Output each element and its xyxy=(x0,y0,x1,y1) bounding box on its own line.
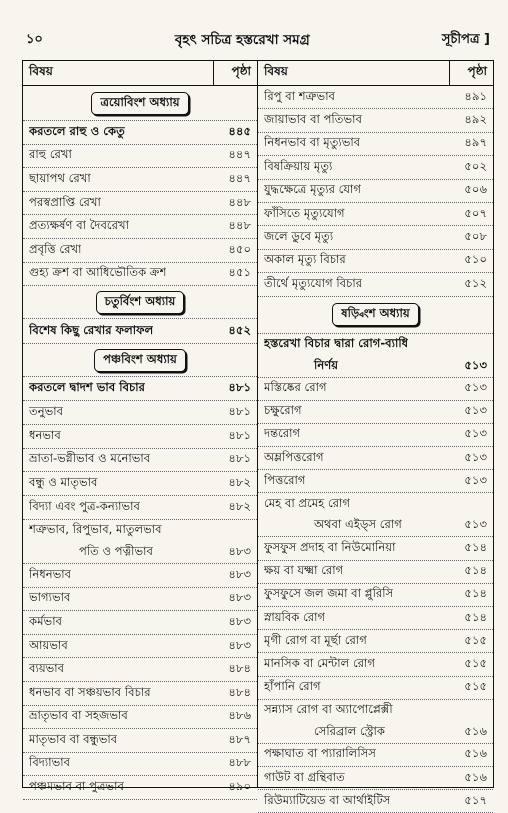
entry-title: ভাগ্যভাব xyxy=(29,590,71,605)
toc-entry xyxy=(23,496,257,520)
page-header-label: পৃষ্ঠা xyxy=(449,61,493,85)
entry-page: ৪৯২ xyxy=(464,112,487,127)
toc-entry xyxy=(23,564,257,588)
toc-entry xyxy=(23,682,257,706)
toc-entry xyxy=(23,145,257,169)
toc-entry xyxy=(258,790,493,813)
chapter-heading xyxy=(258,297,493,334)
toc-entry xyxy=(258,180,493,203)
entry-title: রিউম্যাটিয়েড বা আর্থাইটিস xyxy=(264,792,391,807)
entry-title: নিধনভাব xyxy=(29,566,72,581)
entry-page: ৪৮৩ xyxy=(228,613,251,628)
entry-page: ৫১৩ xyxy=(464,380,487,395)
entry-title: করতলে রাহু ও কেতু xyxy=(29,123,125,138)
chapter-title: পঞ্চবিংশ অধ্যায় xyxy=(94,349,186,372)
entry-page: ৫১৪ xyxy=(464,540,487,555)
entry-page: ৪৮৭ xyxy=(228,731,251,746)
entry-title: তনুভাব xyxy=(29,403,64,418)
entry-title: ক্ষয় বা যক্ষ্মা রোগ xyxy=(264,563,344,578)
entry-page: ৪৪৭ xyxy=(228,170,251,185)
toc-entry xyxy=(258,378,493,401)
toc-entry xyxy=(23,588,257,612)
entry-title: বিষক্রিয়ায় মৃত্যু xyxy=(264,158,333,173)
entry-title: পিত্তরোগ xyxy=(264,472,306,487)
entry-page: ৫১৪ xyxy=(464,609,487,624)
entry-page: ৫১৩ xyxy=(464,517,487,532)
toc-entry xyxy=(258,86,493,109)
entry-page: ৪৪৭ xyxy=(228,147,251,162)
page-header-label: পৃষ্ঠা xyxy=(213,61,257,85)
toc-entry xyxy=(23,215,257,239)
entry-page: ৫০৮ xyxy=(464,229,487,244)
entry-page: ৪৫২ xyxy=(228,322,251,337)
toc-entry xyxy=(258,226,493,249)
toc-entry xyxy=(23,449,257,473)
entry-title: অথবা এইড্স রোগ xyxy=(314,517,402,532)
left-column-header xyxy=(23,61,257,86)
entry-page: ৫১৫ xyxy=(464,632,487,647)
toc-entry xyxy=(23,239,257,263)
entry-page: ৪৮১ xyxy=(228,380,251,395)
topic-header: বিষয় xyxy=(264,64,288,78)
book-title: বৃহৎ সচিত্র হস্তরেখা সমগ্র xyxy=(174,31,310,48)
entry-page: ৫১৬ xyxy=(464,746,487,761)
entry-page: ৪৫১ xyxy=(228,265,251,280)
toc-entry xyxy=(258,156,493,179)
entry-page: ৪৮৩ xyxy=(228,590,251,605)
entry-title: আয়ভাব xyxy=(29,637,68,652)
entry-page: ৪৮৩ xyxy=(228,543,251,558)
entry-title: পঞ্চমভাব বা পুত্রভাব xyxy=(29,779,124,794)
toc-entry xyxy=(258,700,493,722)
entry-page: ৫১৭ xyxy=(464,792,487,807)
toc-table xyxy=(22,60,494,807)
entry-page: ৫১৫ xyxy=(464,655,487,670)
entry-title: গুহ্য ক্রশ বা আধিভৌতিক ক্রশ xyxy=(29,265,167,280)
entry-title: ধনভাব xyxy=(29,427,61,442)
entry-title: মাতৃভাব বা বন্ধুভাব xyxy=(29,731,118,746)
entry-page: ৪৯১ xyxy=(464,88,487,103)
entry-title: ভ্রাতৃভাব বা সহজভাব xyxy=(29,708,128,723)
entry-title: পতি ও পত্নীভাব xyxy=(79,543,153,558)
entry-page: ৪৪৮ xyxy=(228,194,251,209)
toc-entry xyxy=(23,753,257,777)
entry-title: সেরিব্রাল স্ট্রোক xyxy=(314,723,385,738)
toc-entry xyxy=(23,263,257,287)
entry-page: ৫১৩ xyxy=(464,472,487,487)
toc-entry xyxy=(23,401,257,425)
entry-page: ৫১৬ xyxy=(464,769,487,784)
entry-title: ছায়াপথ রেখা xyxy=(29,170,91,185)
toc-entry xyxy=(23,377,257,401)
entry-page: ৫১৪ xyxy=(464,586,487,601)
entry-page: ৪৪৫ xyxy=(228,123,251,138)
entry-title: বন্ধু ও মাতৃভাব xyxy=(29,475,98,490)
entry-title: চক্ষুরোগ xyxy=(264,403,302,418)
toc-entry xyxy=(258,273,493,296)
toc-entry xyxy=(258,630,493,653)
chapter-title: ষড়্বিংশ অধ্যায় xyxy=(332,303,419,326)
entry-page: ৪৮২ xyxy=(228,499,251,514)
entry-title: বিশেষ কিছু রেখার ফলাফল xyxy=(29,322,154,337)
entry-page: ৪৪৮ xyxy=(228,218,251,233)
toc-entry xyxy=(258,447,493,470)
toc-entry xyxy=(258,203,493,226)
toc-entry xyxy=(23,706,257,730)
toc-entry xyxy=(258,109,493,132)
entry-title: নির্ণয় xyxy=(314,357,339,372)
entry-title: নিধনভাব বা মৃত্যুভাব xyxy=(264,135,361,150)
entry-title: রাহু রেখা xyxy=(29,147,72,162)
chapter-heading xyxy=(23,286,257,319)
toc-entry xyxy=(258,767,493,790)
toc-entry xyxy=(258,744,493,767)
entry-title: ধনভাব বা সঞ্চয়ভাব বিচার xyxy=(29,684,151,699)
page-header xyxy=(26,26,490,54)
entry-title: বিদ্যাভাব xyxy=(29,755,71,770)
entry-title: সন্ন্যাস রোগ বা অ্যাপোপ্লেক্সী xyxy=(264,702,393,717)
entry-page: ৫১২ xyxy=(464,275,487,290)
entry-title: মেহ বা প্রমেহ রোগ xyxy=(264,495,350,510)
toc-entry xyxy=(258,424,493,447)
entry-title: হাঁপানি রোগ xyxy=(264,679,321,694)
entry-page: ৫১০ xyxy=(464,252,487,267)
toc-entry xyxy=(258,653,493,676)
entry-page: ৫০৭ xyxy=(464,205,487,220)
entry-page: ৪৮৩ xyxy=(228,566,251,581)
entry-title: পক্ষাঘাত বা প্যারালিসিস xyxy=(264,746,376,761)
toc-entry xyxy=(23,472,257,496)
toc-entry xyxy=(258,470,493,493)
toc-entry xyxy=(23,168,257,192)
entry-title: ফুসফুস প্রদাহ বা নিউমোনিয়া xyxy=(264,540,396,555)
topic-header: বিষয় xyxy=(29,64,53,78)
entry-page: ৫০৬ xyxy=(464,182,487,197)
entry-page: ৪৮১ xyxy=(228,403,251,418)
entry-page: ৫০২ xyxy=(464,158,487,173)
toc-entry xyxy=(258,133,493,156)
entry-title: অম্লপিত্তরোগ xyxy=(264,449,324,464)
toc-entry xyxy=(258,722,493,744)
left-column-body xyxy=(23,86,257,800)
toc-entry xyxy=(258,515,493,537)
entry-title: স্নায়বিক রোগ xyxy=(264,609,326,624)
entry-page: ৫১৩ xyxy=(464,357,487,372)
toc-entry xyxy=(23,319,257,344)
entry-title: শত্রুভাব, রিপুভাব, মাতুলভাব xyxy=(29,522,162,537)
entry-title: জায়াভাব বা পতিভাব xyxy=(264,112,362,127)
chapter-heading xyxy=(23,86,257,121)
toc-entry xyxy=(258,537,493,560)
toc-entry xyxy=(23,635,257,659)
chapter-title: ত্রয়োবিংশ অধ্যায় xyxy=(91,92,188,115)
toc-entry xyxy=(23,192,257,216)
entry-page: ৫১৩ xyxy=(464,403,487,418)
toc-entry xyxy=(23,542,257,564)
entry-title: ফুসফুসে জল জমা বা প্লুরিসি xyxy=(264,586,394,601)
toc-entry xyxy=(258,334,493,356)
right-column-header xyxy=(258,61,493,86)
toc-entry xyxy=(258,584,493,607)
entry-page: ৪৮৪ xyxy=(228,684,251,699)
toc-entry xyxy=(23,658,257,682)
entry-title: মস্তিষ্কের রোগ xyxy=(264,380,327,395)
entry-title: ফাঁসিতে মৃত্যুযোগ xyxy=(264,205,345,220)
entry-title: হস্তরেখা বিচার দ্বারা রোগ-ব্যাধি xyxy=(264,336,409,351)
entry-page: ৫১৫ xyxy=(464,679,487,694)
entry-title: কর্মভাব xyxy=(29,613,63,628)
entry-page: ৪৮১ xyxy=(228,451,251,466)
entry-page: ৪৯০ xyxy=(228,779,251,794)
toc-entry xyxy=(23,776,257,800)
entry-title: গাউট বা গ্রন্থিবাত xyxy=(264,769,345,784)
entry-page: ৫১৩ xyxy=(464,449,487,464)
page-number: ১০ xyxy=(26,31,43,47)
right-column-body xyxy=(258,86,493,813)
entry-title: অকাল মৃত্যু বিচার xyxy=(264,252,346,267)
entry-title: প্রবৃত্তি রেখা xyxy=(29,241,82,256)
section-name: সূচীপত্র ] xyxy=(441,31,490,47)
entry-page: ৪৮৩ xyxy=(228,637,251,652)
toc-entry xyxy=(23,611,257,635)
entry-title: মানসিক বা মেন্টাল রোগ xyxy=(264,655,375,670)
chapter-title: চতুর্বিংশ অধ্যায় xyxy=(96,291,185,314)
entry-title: করতলে দ্বাদশ ভাব বিচার xyxy=(29,380,146,395)
entry-page: ৪৫০ xyxy=(228,241,251,256)
entry-title: ভ্রাতা-ভগ্নীভাব ও মনোভাব xyxy=(29,451,151,466)
entry-page: ৪৮৪ xyxy=(228,661,251,676)
toc-entry xyxy=(258,493,493,515)
toc-entry xyxy=(23,121,257,145)
entry-title: ব্যয়ভাব xyxy=(29,661,65,676)
entry-title: পরস্বপ্রাপ্তি রেখা xyxy=(29,194,101,209)
entry-page: ৫১৩ xyxy=(464,426,487,441)
toc-entry xyxy=(258,607,493,630)
entry-page: ৫১৪ xyxy=(464,563,487,578)
entry-title: বিদ্যা এবং পুত্র-কন্যাভাব xyxy=(29,499,140,514)
toc-entry xyxy=(23,520,257,542)
entry-title: যুদ্ধক্ষেত্রে মৃত্যুর যোগ xyxy=(264,182,361,197)
toc-entry xyxy=(258,356,493,378)
entry-page: ৪৯৭ xyxy=(464,135,487,150)
entry-title: তীর্থে মৃত্যুযোগ বিচার xyxy=(264,275,363,290)
entry-title: প্রত্যক্ষর্ষণ বা দৈবরেখা xyxy=(29,218,129,233)
entry-page: ৪৮২ xyxy=(228,475,251,490)
entry-page: ৪৮৮ xyxy=(228,755,251,770)
toc-right-column xyxy=(258,61,493,807)
toc-entry xyxy=(23,729,257,753)
toc-entry xyxy=(258,250,493,273)
toc-entry xyxy=(23,425,257,449)
entry-title: জলে ডুবে মৃত্যু xyxy=(264,229,334,244)
entry-page: ৪৮৬ xyxy=(228,708,251,723)
toc-entry xyxy=(258,677,493,700)
entry-title: মৃগী রোগ বা মূর্ছা রোগ xyxy=(264,632,367,647)
chapter-heading xyxy=(23,344,257,377)
entry-title: দন্তরোগ xyxy=(264,426,301,441)
toc-entry xyxy=(258,561,493,584)
entry-title: রিপু বা শত্রুভাব xyxy=(264,88,336,103)
toc-entry xyxy=(258,401,493,424)
toc-left-column xyxy=(23,61,258,794)
entry-page: ৫১৬ xyxy=(464,723,487,738)
entry-page: ৪৮১ xyxy=(228,427,251,442)
